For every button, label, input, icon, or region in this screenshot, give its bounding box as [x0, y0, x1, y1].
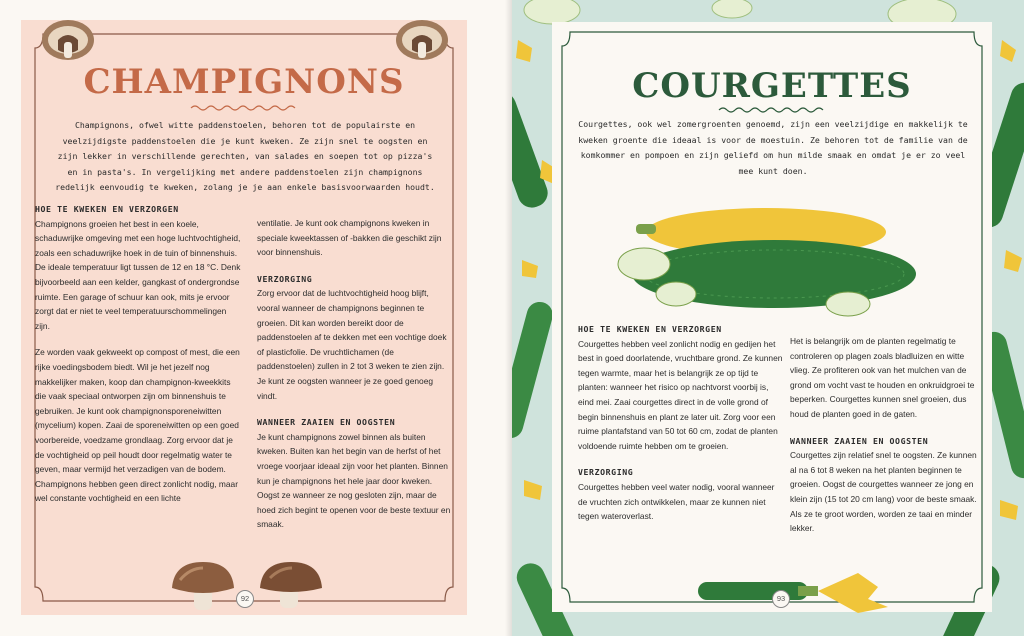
section-heading: VERZORGING: [257, 273, 313, 284]
right-page: [512, 0, 1024, 636]
text-column-1: [35, 202, 243, 506]
mushroom-icon: [258, 556, 324, 612]
intro-text: Champignons, ofwel witte paddenstoelen, behoren tot de populairste en veelzijdigste paddenstoelen die je kunt kweken. Ze zijn snel te oogsten en zijn lekker in verschillende gerechten, van salades en soepen tot op pizza's en in pasta's. In vergelijking met andere paddenstoelen zijn champignons redelijk eenvoudig te kweken, zolang je je aan enkele basisvoorwaarden houdt.: [55, 120, 435, 192]
page-title: COURGETTES: [632, 66, 912, 106]
paragraph: Zorg ervoor dat de luchtvochtigheid hoog blijft, vooral wanneer de champignons beginnen te groeien. Dit kan worden bereikt door de paddenstoelen af te dekken met een vochtige doek of plasticfolie. De vruchtlichamen (de paddenstoelen) zullen in 2 tot 3 weken te zien zijn. Je kunt ze oogsten wanneer je ze goed genoeg vindt.: [257, 288, 447, 401]
section-heading: VERZORGING: [578, 467, 634, 478]
section-heading: HOE TE KWEKEN EN VERZORGEN: [578, 324, 722, 334]
ornament-wave-icon: [189, 104, 299, 112]
text-column-2: [257, 216, 453, 532]
text-column-1: [578, 322, 784, 524]
paragraph: Het is belangrijk om de planten regelmatig te controleren op plagen zoals bladluizen en witte vlieg. Ze profiteren ook van het mulchen van de grond om vocht vast te houden en onkruidgroei te beperken. Courgettes kunnen snel groeien, dus houd de planten goed in de gaten.: [790, 336, 975, 419]
paragraph: Courgettes hebben veel zonlicht nodig en gedijen het best in goed doorlatende, vruchtbare grond. Ze kunnen tegen warmte, maar het is belangrijk ze op tijd te planten: wanneer het risico op nachtvorst voorbij is, eind mei. Zaai courgettes direct in de volle grond of begin binnenshuis en plant ze later uit. Zorg voor een ruime plantafstand van 50 tot 60 cm, zodat de planten voldoende ruimte hebben om te groeien.: [578, 338, 783, 451]
paragraph: Courgettes zijn relatief snel te oogsten. Ze kunnen al na 6 tot 8 weken na het planten beginnen te groeien. Oogst de courgettes wanneer ze jong en klein zijn (15 tot 20 cm lang) voor de beste smaak. Als ze te groot worden, worden ze taai en minder lekker.: [790, 450, 977, 534]
paragraph: Ze worden vaak gekweekt op compost of mest, die een rijke voedingsbodem biedt. Wil je het jezelf nog makkelijker maken, koop dan champignon-kweekkits die vaak speciaal ontworpen zijn om binnenshuis te gebruiken. Je kunt ook champignonsporeneiwitten (mycelium) kopen. Zaai de sporeneiwitten op een goed voorbereide, voedzame grondlaag. Zorg ervoor dat je de vochtigheid op peil houdt door regelmatig water te geven, maar vermijd het verzadigen van de bodem. Champignons hebben geen direct zonlicht nodig, maar wel constante vochtigheid en een lichte: [35, 347, 240, 504]
ornament-wave-icon: [717, 106, 827, 114]
champignons-panel: [21, 20, 467, 615]
section-heading: HOE TE KWEKEN EN VERZORGEN: [35, 204, 179, 214]
mushroom-icon: [394, 16, 450, 62]
section-heading: WANNEER ZAAIEN EN OOGSTEN: [790, 435, 929, 446]
page-number: 92: [236, 590, 254, 608]
text-column-2: [790, 334, 980, 536]
zucchini-flower-icon: [698, 566, 918, 616]
page-number: 93: [772, 590, 790, 608]
paragraph: Courgettes hebben veel water nodig, vooral wanneer de vruchten zich ontwikkelen, maar ze kunnen niet tegen wateroverlast.: [578, 481, 775, 522]
paragraph: Je kunt champignons zowel binnen als buiten kweken. Buiten kan het begin van de herfst of het vroege voorjaar ideaal zijn voor het planten. Binnen kun je champignons het hele jaar door kweken. Oogst ze wanneer ze nog gesloten zijn, maar de hoed zich begint te openen voor de beste textuur en smaak.: [257, 431, 451, 530]
section-heading: WANNEER ZAAIEN EN OOGSTEN: [257, 417, 396, 428]
zucchini-icon: [616, 192, 916, 322]
mushroom-icon: [40, 16, 96, 62]
paragraph: ventilatie. Je kunt ook champignons kweken in speciale kweektassen of -bakken die geschikt zijn voor binnenshuis.: [257, 218, 442, 258]
page-title: CHAMPIGNONS: [83, 62, 405, 102]
courgettes-panel: [552, 22, 992, 612]
mushroom-icon: [170, 558, 236, 614]
paragraph: Champignons groeien het best in een koele, schaduwrijke omgeving met een hoge luchtvochtigheid, zoals een schaduwrijke hoek in de tuin of binnenshuis. De ideale temperatuur ligt tussen de 12 en 18 °C. Denk bijvoorbeeld aan een kelder, gangkast of ondergrondse ruimte. Een garage of schuur kan ook, mits je ervoor zorgt dat er niet te veel temperatuurschommelingen zijn.: [35, 218, 241, 331]
intro-text: Courgettes, ook wel zomergroenten genoemd, zijn een veelzijdige en makkelijk te kweken groente die ideaal is voor de moestuin. Ze behoren tot de familie van de komkommer en pompoen en zijn geliefd om hun milde smaak en omdat je er zo veel mee kunt doen.: [578, 119, 968, 176]
